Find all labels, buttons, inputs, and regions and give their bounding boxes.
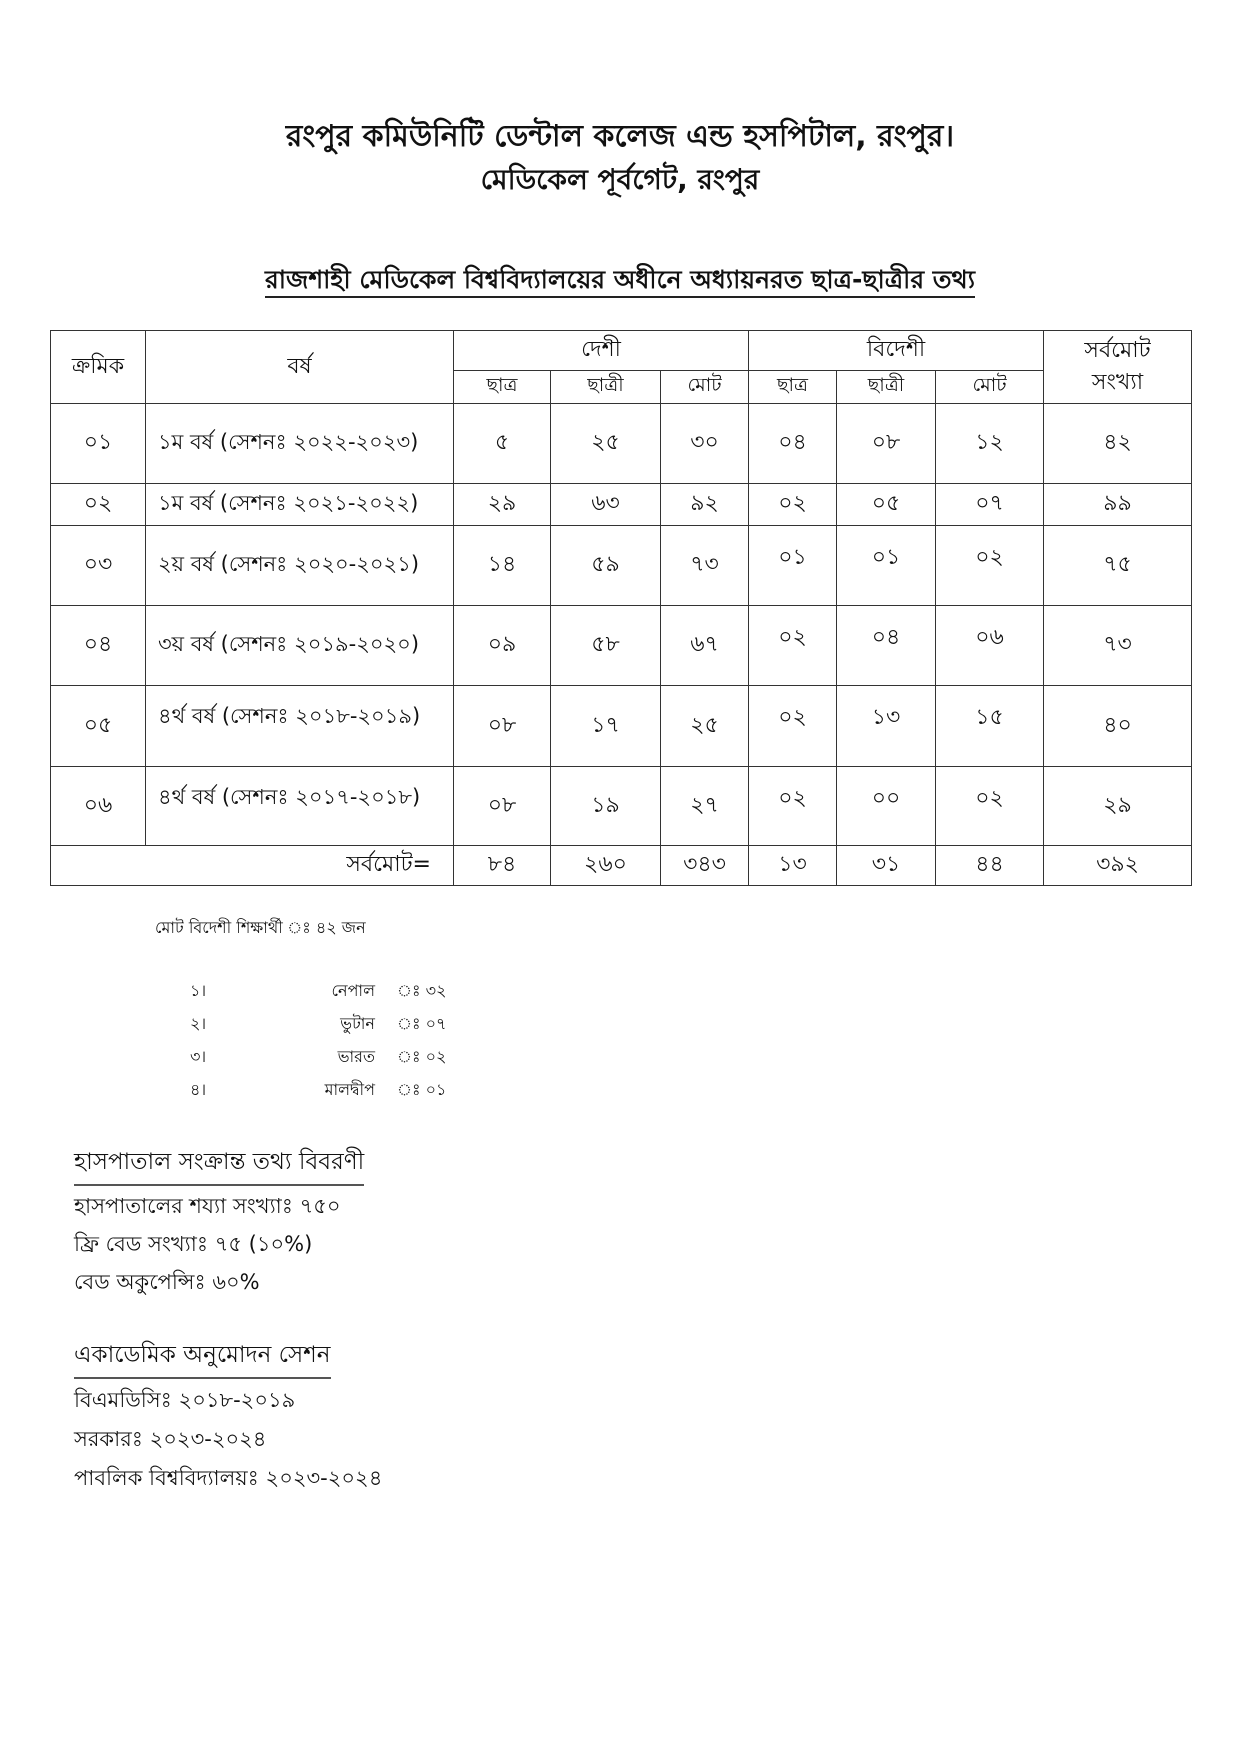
cell-local-male: ১৪ <box>454 526 551 606</box>
cell-local-female: ৫৮ <box>551 606 661 686</box>
cell-year: ১ম বর্ষ (সেশনঃ ২০২১-২০২২) <box>146 484 454 526</box>
cell-local-total: ৬৭ <box>661 606 749 686</box>
cell-grand-total: ৪০ <box>1044 686 1192 767</box>
total-grand-total: ৩৯২ <box>1044 846 1192 886</box>
hospital-beds: হাসপাতালের শয্যা সংখ্যাঃ ৭৫০ <box>74 1194 341 1218</box>
cell-foreign-female: ০৫ <box>837 484 936 526</box>
cell-local-male: ০৮ <box>454 767 551 846</box>
academic-public-university: পাবলিক বিশ্ববিদ্যালয়ঃ ২০২৩-২০২৪ <box>74 1466 383 1490</box>
cell-grand-total: ৪২ <box>1044 404 1192 484</box>
header-foreign-total: মোট <box>936 371 1044 404</box>
cell-foreign-female: ১৩ <box>837 686 936 767</box>
totals-label: সর্বমোট= <box>51 846 454 886</box>
cell-local-male: ৫ <box>454 404 551 484</box>
country-item <box>190 1011 446 1038</box>
cell-year: ৪র্থ বর্ষ (সেশনঃ ২০১৭-২০১৮) <box>146 767 454 846</box>
cell-foreign-total: ০২ <box>936 767 1044 846</box>
cell-foreign-total: ১৫ <box>936 686 1044 767</box>
country-count: ঃ ০৭ <box>397 1014 447 1033</box>
cell-serial: ০৪ <box>51 606 146 686</box>
cell-foreign-male: ০২ <box>749 484 837 526</box>
header-foreign: বিদেশী <box>749 331 1044 371</box>
header-foreign-female: ছাত্রী <box>837 371 936 404</box>
cell-foreign-total: ০৭ <box>936 484 1044 526</box>
header-year: বর্ষ <box>146 331 454 404</box>
cell-serial: ০৫ <box>51 686 146 767</box>
cell-local-female: ১৯ <box>551 767 661 846</box>
student-table <box>50 330 1192 886</box>
country-name: ভুটান <box>340 1014 375 1033</box>
header-serial: ক্রমিক <box>51 331 146 404</box>
country-count: ঃ ৩২ <box>397 981 447 1000</box>
cell-grand-total: ২৯ <box>1044 767 1192 846</box>
cell-year: ৪র্থ বর্ষ (সেশনঃ ২০১৮-২০১৯) <box>146 686 454 767</box>
total-local-male: ৮৪ <box>454 846 551 886</box>
cell-foreign-male: ০২ <box>749 767 837 846</box>
cell-local-total: ৭৩ <box>661 526 749 606</box>
cell-serial: ০৬ <box>51 767 146 846</box>
cell-foreign-male: ০২ <box>749 686 837 767</box>
cell-local-male: ০৮ <box>454 686 551 767</box>
table-row <box>51 404 1192 484</box>
college-name: রংপুর কমিউনিটি ডেন্টাল কলেজ এন্ড হসপিটাল, রংপুর। <box>285 119 955 154</box>
total-foreign-total: ৪৪ <box>936 846 1044 886</box>
academic-heading: একাডেমিক অনুমোদন সেশন <box>74 1336 331 1379</box>
cell-foreign-total: ১২ <box>936 404 1044 484</box>
hospital-free-beds: ফ্রি বেড সংখ্যাঃ ৭৫ (১০%) <box>74 1232 313 1256</box>
cell-local-male: ২৯ <box>454 484 551 526</box>
cell-local-male: ০৯ <box>454 606 551 686</box>
cell-grand-total: ৯৯ <box>1044 484 1192 526</box>
country-number: ১। <box>190 981 207 1000</box>
totals-row <box>51 846 1192 886</box>
cell-local-female: ১৭ <box>551 686 661 767</box>
header-foreign-male: ছাত্র <box>749 371 837 404</box>
country-number: ২। <box>190 1014 207 1033</box>
table-title-text: রাজশাহী মেডিকেল বিশ্ববিদ্যালয়ের অধীনে অধ্যায়নরত ছাত্র-ছাত্রীর তথ্য <box>265 265 975 298</box>
header-local-total: মোট <box>661 371 749 404</box>
header-grand-total: সর্বমোট সংখ্যা <box>1044 331 1192 404</box>
total-local-total: ৩৪৩ <box>661 846 749 886</box>
cell-foreign-male: ০৪ <box>749 404 837 484</box>
country-count: ঃ ০২ <box>397 1047 447 1066</box>
total-foreign-male: ১৩ <box>749 846 837 886</box>
table-row <box>51 484 1192 526</box>
cell-local-total: ৯২ <box>661 484 749 526</box>
cell-local-female: ২৫ <box>551 404 661 484</box>
cell-foreign-total: ০২ <box>936 526 1044 606</box>
cell-grand-total: ৭৩ <box>1044 606 1192 686</box>
table-row <box>51 767 1192 846</box>
table-row <box>51 606 1192 686</box>
cell-serial: ০৩ <box>51 526 146 606</box>
country-number: ৪। <box>190 1080 207 1099</box>
cell-foreign-female: ০০ <box>837 767 936 846</box>
cell-foreign-female: ০৮ <box>837 404 936 484</box>
country-number: ৩। <box>190 1047 207 1066</box>
cell-local-female: ৬৩ <box>551 484 661 526</box>
academic-government: সরকারঃ ২০২৩-২০২৪ <box>74 1427 267 1451</box>
total-local-female: ২৬০ <box>551 846 661 886</box>
academic-bmdc: বিএমডিসিঃ ২০১৮-২০১৯ <box>74 1388 296 1412</box>
cell-local-female: ৫৯ <box>551 526 661 606</box>
total-foreign-female: ৩১ <box>837 846 936 886</box>
cell-grand-total: ৭৫ <box>1044 526 1192 606</box>
foreign-students-total: মোট বিদেশী শিক্ষার্থী ঃ ৪২ জন <box>155 918 366 937</box>
table-header-row <box>51 331 1192 371</box>
header-local-female: ছাত্রী <box>551 371 661 404</box>
country-item <box>190 978 446 1005</box>
country-name: মালদ্বীপ <box>324 1080 375 1099</box>
hospital-heading: হাসপাতাল সংক্রান্ত তথ্য বিবরণী <box>74 1143 364 1186</box>
table-title <box>0 260 1240 303</box>
table-row <box>51 686 1192 767</box>
cell-foreign-female: ০১ <box>837 526 936 606</box>
cell-local-total: ৩০ <box>661 404 749 484</box>
cell-foreign-male: ০২ <box>749 606 837 686</box>
country-name: নেপাল <box>331 981 375 1000</box>
cell-foreign-female: ০৪ <box>837 606 936 686</box>
cell-foreign-total: ০৬ <box>936 606 1044 686</box>
cell-year: ১ম বর্ষ (সেশনঃ ২০২২-২০২৩) <box>146 404 454 484</box>
cell-serial: ০২ <box>51 484 146 526</box>
college-address: মেডিকেল পূর্বগেট, রংপুর <box>480 163 760 196</box>
hospital-occupancy: বেড অকুপেন্সিঃ ৬০% <box>74 1270 260 1294</box>
header-local-male: ছাত্র <box>454 371 551 404</box>
cell-serial: ০১ <box>51 404 146 484</box>
country-item <box>190 1044 446 1071</box>
cell-foreign-male: ০১ <box>749 526 837 606</box>
cell-year: ৩য় বর্ষ (সেশনঃ ২০১৯-২০২০) <box>146 606 454 686</box>
cell-local-total: ২৫ <box>661 686 749 767</box>
table-row <box>51 526 1192 606</box>
country-item <box>190 1077 446 1104</box>
cell-local-total: ২৭ <box>661 767 749 846</box>
country-name: ভারত <box>337 1047 375 1066</box>
country-count: ঃ ০১ <box>397 1080 447 1099</box>
header-local: দেশী <box>454 331 749 371</box>
cell-year: ২য় বর্ষ (সেশনঃ ২০২০-২০২১) <box>146 526 454 606</box>
